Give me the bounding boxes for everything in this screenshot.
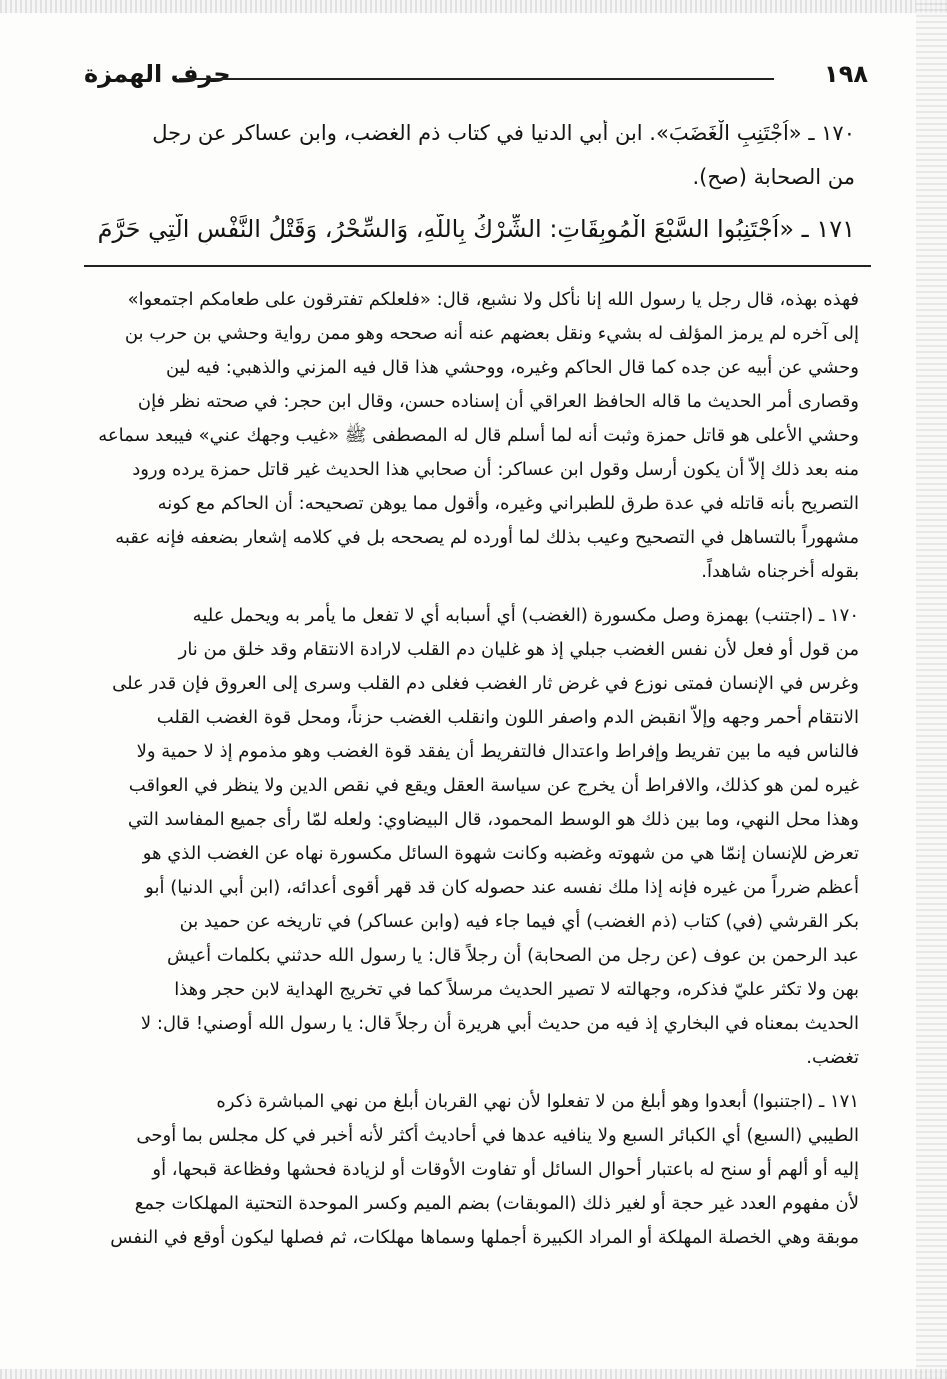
commentary-line: إلى آخره لم يرمز المؤلف له بشيء ونقل بعضهم عنه أنه صححه وهو ممن رواية وحشي بن حرب بن <box>124 323 859 344</box>
scan-edge-bottom <box>0 1369 947 1379</box>
scan-edge-right <box>916 0 947 1379</box>
commentary-line: أعظم ضرراً من غيره فإنه إذا ملك نفسه عند حصوله كان قد قهر أقوى أعدائه، (ابن أبي الدنيا) أبو <box>145 877 859 898</box>
commentary-line: عبد الرحمن بن عوف (عن رجل من الصحابة) أن رجلاً قال: يا رسول الله حدثني بكلمات أعيش <box>166 945 859 966</box>
commentary-line: بكر القرشي (في) كتاب (ذم الغضب) أي فيما جاء فيه (وابن عساكر) في تاريخه عن حميد بن <box>179 911 859 932</box>
commentary-text <box>81 286 859 1258</box>
commentary-line: بهن ولا تكثر عليّ فذكره، وجهالته لا تصير الحديث مرسلاً كما في تخريج الهداية لابن حجر وهذا <box>174 979 859 1000</box>
paragraph-gap <box>81 1078 859 1088</box>
commentary-line: وحشي عن أبيه عن جده كما قال الحاكم وغيره، ووحشي هذا قال فيه المزني والذهبي: فيه لين <box>165 357 859 378</box>
page-title: حرف الهمزة <box>84 60 231 88</box>
header-rule <box>179 78 774 80</box>
commentary-line: موبقة وهي الخصلة المهلكة أو المراد الكبيرة أجملها وسماها مهلكات، ثم فصلها ليكون أوقع في النفس <box>110 1227 859 1248</box>
commentary-line: الطيبي (السبع) أي الكبائر السبع ولا ينافيه عدها في أحاديث أكثر لأنه أخبر في كل مجلس بما أوحى <box>136 1125 859 1146</box>
commentary-line: تعرض للإنسان إنمّا هي من شهوته وغضبه وكانت شهوة السائل مكسورة نهاه عن الغضب الذي هو <box>142 843 859 864</box>
commentary-line: وغرس في الإنسان فمتى نوزع في غرض ثار الغضب فغلى دم القلب وسرى إلى العروق فإن قدر على <box>112 673 859 694</box>
commentary-line: الانتقام أحمر وجهه وإلاّ انقبض الدم واصفر اللون وانقلب الغضب حزناً، ومحل قوة الغضب القلب <box>156 707 859 728</box>
commentary-line: لأن مفهوم العدد غير حجة أو لغير ذلك (الموبقات) بضم الميم وكسر الموحدة التحتية المهلكات جمع <box>134 1193 859 1214</box>
commentary-line: بقوله أخرجناه شاهداً. <box>701 561 859 582</box>
commentary-line: الحديث بمعناه في البخاري إذ فيه من حديث أبي هريرة أن رجلاً قال: يا رسول الله أوصني! قال: لا <box>140 1013 859 1034</box>
commentary-line: من قول أو فعل لأن نفس الغضب جبلي إذ هو غليان دم القلب لارادة الانتقام وقد خلق من نار <box>178 639 859 660</box>
commentary-line: فالناس فيه ما بين تفريط وإفراط واعتدال فالتفريط أن يفقد قوة الغضب وهو مذموم إذ لا حمية ولا <box>136 741 859 762</box>
page-number: ١٩٨ <box>824 60 868 88</box>
paragraph-gap <box>81 592 859 602</box>
commentary-line: منه بعد ذلك إلاّ أن يكون أرسل وقول ابن عساكر: أن صحابي هذا الحديث غير قاتل حمزة يرده ورود <box>132 459 859 480</box>
section-divider <box>84 265 871 267</box>
commentary-line: ١٧١ ـ (اجتنبوا) أبعدوا وهو أبلغ من لا تفعلوا لأن نهي القربان أبلغ من نهي المباشرة ذكره <box>216 1091 859 1112</box>
commentary-line: فهذه بهذه، قال رجل يا رسول الله إنا نأكل ولا نشبع، قال: «فلعلكم تفترقون على طعامكم اجتمعوا» <box>127 289 859 310</box>
hadith-line: ١٧١ ـ «اُجْتَنِبُوا السَّبْعَ الْمُوبِقَاتِ: الشِّرْكُ بِاللَّهِ، وَالسِّحْرُ، وَقَتْلُ النَّفْسِ الَّتِي حَرَّمَ <box>97 215 855 243</box>
commentary-line: ١٧٠ ـ (اجتنب) بهمزة وصل مكسورة (الغضب) أي أسبابه أي لا تفعل ما يأمر به ويحمل عليه <box>192 605 859 626</box>
scan-edge-top <box>0 0 947 13</box>
commentary-line: إليه أو ألهم أو سنح له باعتبار أحوال السائل أو تفاوت الأوقات أو لزيادة فحشها وفظاعة قبحها، أو <box>152 1159 859 1180</box>
commentary-line: وحشي الأعلى هو قاتل حمزة وثبت أنه لما أسلم قال له المصطفى ﷺ «غيب وجهك عني» فيبعد سماعه <box>98 425 859 446</box>
commentary-line: وقصارى أمر الحديث ما قاله الحافظ العراقي أن إسناده حسن، وقال ابن حجر: في صحته نظر فإن <box>137 391 859 412</box>
commentary-line: مشهوراً بالتساهل في التصحيح وعيب بذلك لما أورده لم يصححه بل في كلامه إشعار بضعفه فإنه عقبه <box>115 527 859 548</box>
commentary-line: وهذا محل النهي، وما بين ذلك هو الوسط المحمود، قال البيضاوي: ولعله لمّا رأى جميع المفاسد التي <box>127 809 859 830</box>
page-header <box>84 60 868 92</box>
commentary-line: غيره لمن هو كذلك، والافراط أن يخرج عن سياسة العقل ويقع في نقص الدين ولا ينظر في العواقب <box>128 775 859 796</box>
hadith-line: ١٧٠ ـ «اُجْتَنِبِ الْغَضَبَ». ابن أبي الدنيا في كتاب ذم الغضب، وابن عساكر عن رجل <box>152 121 855 145</box>
commentary-line: تغضب. <box>806 1047 859 1068</box>
commentary-line: التصريح بأنه قاتله في عدة طرق للطبراني وغيره، وأقول مما يوهن تصحيحه: أن الحاكم مع كونه <box>157 493 859 514</box>
hadith-line: من الصحابة (صح). <box>692 165 855 189</box>
